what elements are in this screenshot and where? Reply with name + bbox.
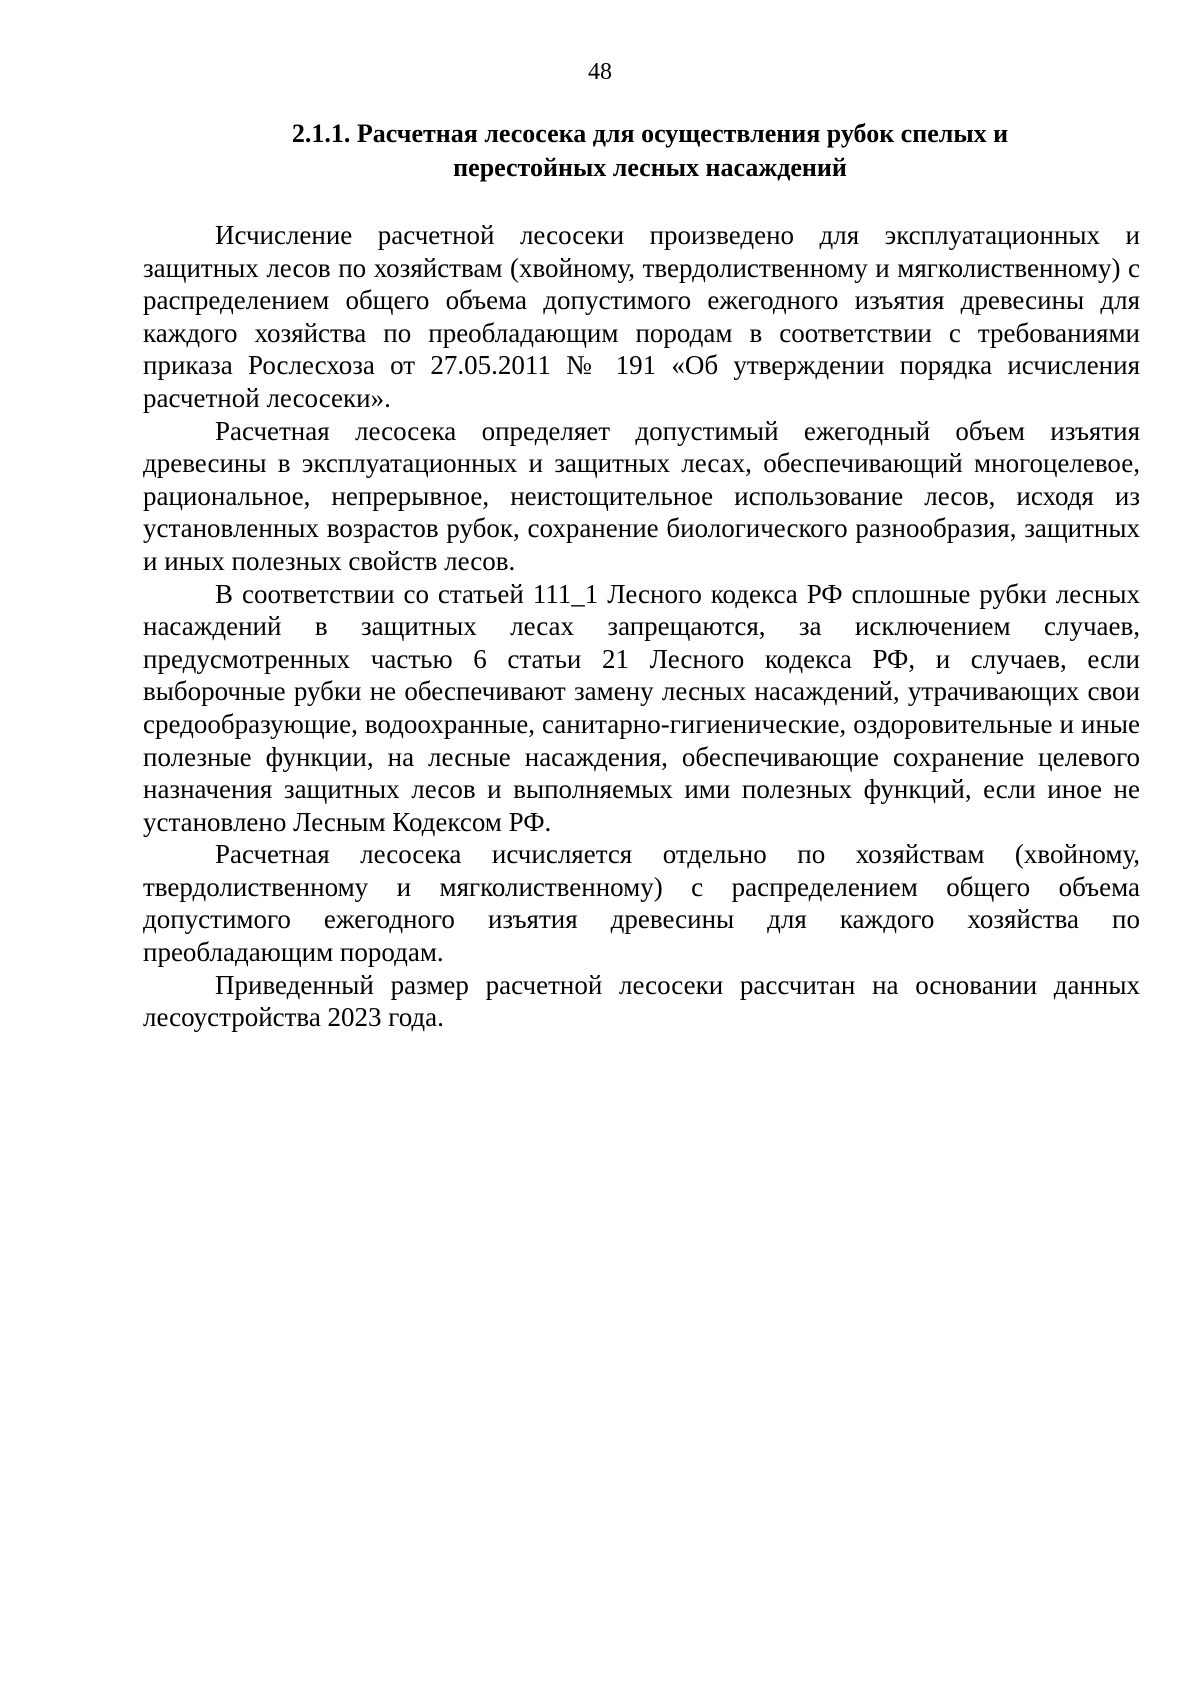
paragraph-data-source: Приведенный размер расчетной лесосеки рассчитан на основании данных лесоустройства 2023 года. [143, 969, 1140, 1033]
paragraph-legal-restrictions: В соответствии со статьей 111_1 Лесного кодекса РФ сплошные рубки лесных насаждений в защитных лесах запрещаются, за исключением случаев, предусмотренных частью 6 статьи 21 Лесного кодекса РФ, и случаев, если выборочные рубки не обеспечивают замену лесных насаждений, утрачивающих свои средообразующие, водоохранные, санитарно-гигиенические, оздоровительные и иные полезные функции, на лесные насаждения, обеспечивающие сохранение целевого назначения защитных лесов и выполняемых ими полезных функций, если иное не установлено Лесным Кодексом РФ. [143, 578, 1140, 837]
paragraph-definition: Расчетная лесосека определяет допустимый ежегодный объем изъятия древесины в эксплуатационных и защитных лесах, обеспечивающий многоцелевое, рациональное, непрерывное, неистощительное использование лесов, исходя из установленных возрастов рубок, сохранение биологического разнообразия, защитных и иных полезных свойств лесов. [143, 415, 1140, 576]
section-title-line-2: перестойных лесных насаждений [453, 153, 847, 182]
paragraph-calculation-method: Исчисление расчетной лесосеки произведено для эксплуатационных и защитных лесов по хозяйствам (хвойному, твердолиственному и мягколиственному) с распределением общего объема допустимого ежегодного изъятия древесины для каждого хозяйства по преобладающим породам в соответствии с требованиями приказа Рослесхоза от 27.05.2011 № 191 «Об утверждении порядка исчисления расчетной лесосеки». [143, 220, 1140, 413]
paragraph-calculation-by-economy: Расчетная лесосека исчисляется отдельно по хозяйствам (хвойному, твердолиственному и мягколиственному) с распределением общего объема допустимого ежегодного изъятия древесины для каждого хозяйства по преобладающим породам. [143, 839, 1140, 968]
section-title [250, 117, 1050, 185]
section-title-line-1: 2.1.1. Расчетная лесосека для осуществления рубок спелых и [291, 119, 1009, 148]
page-number: 48 [588, 59, 612, 85]
body-text [143, 219, 1140, 1034]
